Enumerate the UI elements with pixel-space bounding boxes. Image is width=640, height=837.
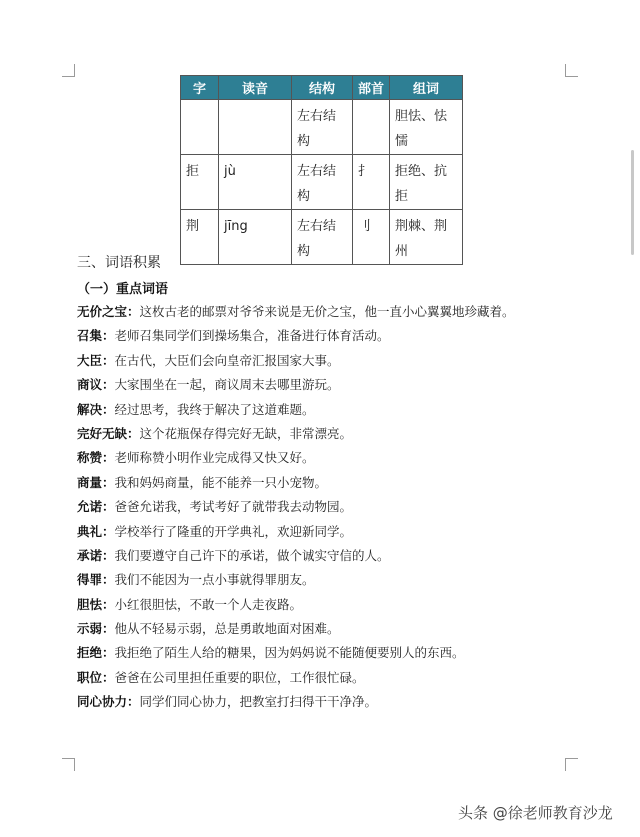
list-item: [77, 666, 577, 690]
cell-pinyin: jīng: [219, 210, 292, 265]
column-header-structure: 结构: [292, 76, 353, 100]
list-item: [77, 593, 577, 617]
vocab-term: 职位：: [77, 669, 115, 685]
vocab-term: 拒绝：: [77, 645, 115, 661]
list-item: [77, 544, 577, 568]
vocab-term: 同心协力：: [77, 694, 140, 710]
page-corner-mark: [62, 64, 75, 77]
list-item: [77, 471, 577, 495]
list-item: [77, 446, 577, 470]
list-item: [77, 300, 577, 324]
page-corner-mark: [565, 64, 578, 77]
column-header-words: 组词: [390, 76, 463, 100]
vocab-sentence: 这枚古老的邮票对爷爷来说是无价之宝，他一直小心翼翼地珍藏着。: [139, 304, 515, 319]
cell-words: 拒绝、抗拒: [390, 155, 463, 210]
vocab-sentence: 我和妈妈商量，能不能养一只小宠物。: [114, 474, 328, 490]
watermark: 头条 @徐老师教育沙龙: [458, 804, 613, 822]
list-item: [77, 641, 577, 665]
subsection-title: （一）重点词语: [77, 282, 169, 297]
vocab-sentence: 学校举行了隆重的开学典礼，欢迎新同学。: [114, 523, 353, 539]
vocab-sentence: 这个花瓶保存得完好无缺，非常漂亮。: [139, 425, 353, 441]
cell-pinyin: jù: [219, 155, 292, 210]
list-item: [77, 520, 577, 544]
vocab-term: 示弱：: [77, 621, 115, 637]
list-item: [77, 349, 577, 373]
table-row: [181, 210, 463, 265]
column-header-radical: 部首: [353, 76, 390, 100]
vocab-term: 解决：: [77, 401, 115, 417]
vocab-term: 召集：: [77, 328, 115, 344]
cell-structure: 左右结构: [292, 210, 353, 265]
list-item: [77, 690, 577, 714]
cell-radical: [353, 100, 390, 155]
vocab-sentence: 小红很胆怯，不敢一个人走夜路。: [114, 596, 303, 612]
vocab-term: 称赞：: [77, 450, 115, 466]
cell-radical: 刂: [353, 210, 390, 265]
vocab-term: 大臣：: [77, 352, 115, 368]
section-title: 三、词语积累: [77, 255, 161, 271]
vocab-sentence: 在古代，大臣们会向皇帝汇报国家大事。: [114, 352, 340, 368]
list-item: [77, 617, 577, 641]
cell-char: 拒: [181, 155, 219, 210]
vocab-sentence: 爸爸允诺我，考试考好了就带我去动物园。: [114, 499, 353, 515]
vocab-term: 得罪：: [77, 572, 115, 588]
vocab-sentence: 老师称赞小明作业完成得又快又好。: [114, 450, 315, 466]
vocab-sentence: 大家围坐在一起，商议周末去哪里游玩。: [114, 377, 340, 393]
column-header-char: 字: [181, 76, 219, 100]
vocab-term: 商量：: [77, 474, 115, 490]
page-corner-mark: [62, 758, 75, 771]
cell-char: [181, 100, 219, 155]
cell-words: 胆怯、怯懦: [390, 100, 463, 155]
vocab-term: 商议：: [77, 377, 115, 393]
column-header-pinyin: 读音: [219, 76, 292, 100]
vocab-sentence: 同学们同心协力，把教室打扫得干干净净。: [139, 694, 378, 710]
list-item: [77, 398, 577, 422]
vocab-sentence: 我拒绝了陌生人给的糖果，因为妈妈说不能随便要别人的东西。: [114, 645, 465, 661]
vocab-term: 允诺：: [77, 499, 115, 515]
list-item: [77, 495, 577, 519]
list-item: [77, 324, 577, 348]
vocab-sentence: 我们要遵守自己许下的承诺，做个诚实守信的人。: [114, 547, 390, 563]
cell-words: 荆棘、荆州: [390, 210, 463, 265]
vocab-sentence: 他从不轻易示弱，总是勇敢地面对困难。: [114, 621, 340, 637]
vocab-term: 胆怯：: [77, 596, 115, 612]
cell-pinyin: [219, 100, 292, 155]
table-row: [181, 155, 463, 210]
vocab-sentence: 经过思考，我终于解决了这道难题。: [114, 401, 315, 417]
table-row: [181, 100, 463, 155]
vocab-term: 无价之宝：: [77, 304, 140, 319]
vocab-term: 典礼：: [77, 523, 115, 539]
page-corner-mark: [565, 758, 578, 771]
vocab-term: 承诺：: [77, 547, 115, 563]
vocab-list: [77, 300, 577, 715]
list-item: [77, 373, 577, 397]
character-table: [180, 75, 463, 265]
cell-char: 荆: [181, 210, 219, 265]
list-item: [77, 568, 577, 592]
table-header-row: [181, 76, 463, 100]
vocab-sentence: 老师召集同学们到操场集合，准备进行体育活动。: [114, 328, 390, 344]
cell-structure: 左右结构: [292, 100, 353, 155]
cell-radical: 扌: [353, 155, 390, 210]
list-item: [77, 422, 577, 446]
vocab-sentence: 爸爸在公司里担任重要的职位，工作很忙碌。: [114, 669, 365, 685]
cell-structure: 左右结构: [292, 155, 353, 210]
scrollbar[interactable]: [631, 150, 634, 255]
vocab-sentence: 我们不能因为一点小事就得罪朋友。: [114, 572, 315, 588]
vocab-term: 完好无缺：: [77, 425, 140, 441]
